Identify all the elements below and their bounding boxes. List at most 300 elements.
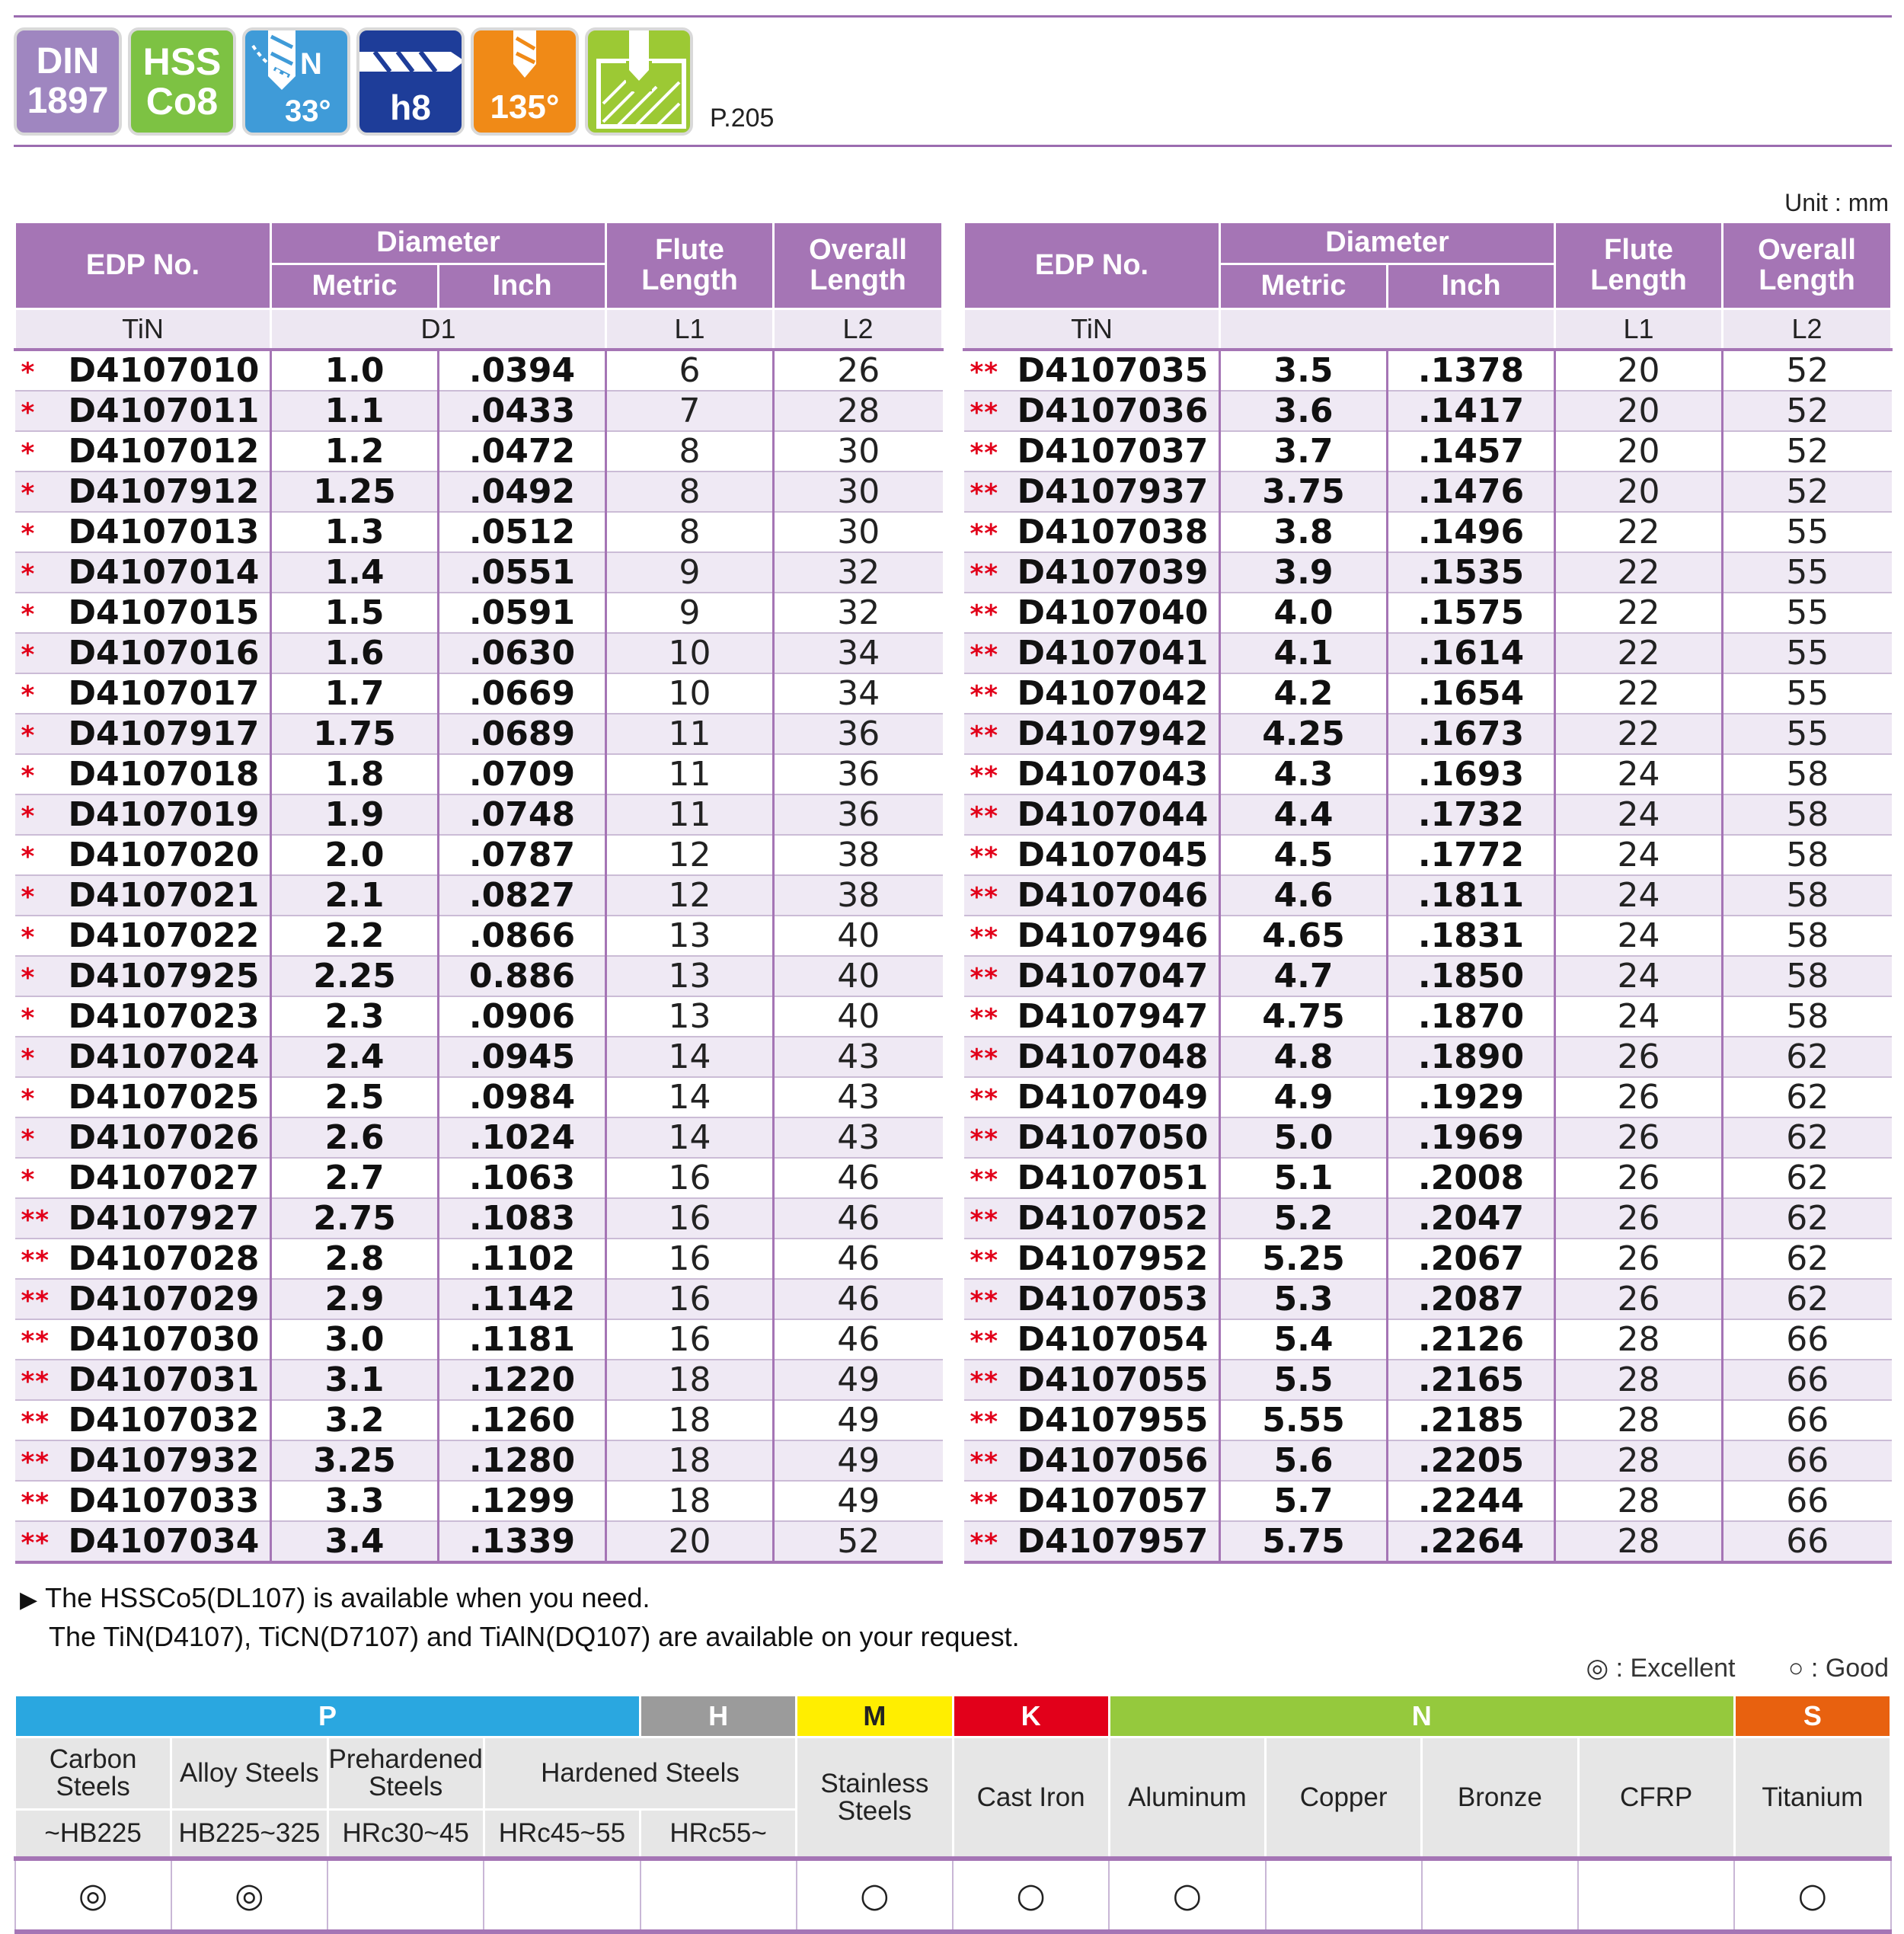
table-row bbox=[15, 552, 943, 593]
inch-cell: .2087 bbox=[1388, 1279, 1555, 1319]
overall-length-cell: 58 bbox=[1723, 794, 1892, 835]
inch-cell: .2185 bbox=[1388, 1400, 1555, 1440]
inch-cell: .1890 bbox=[1388, 1037, 1555, 1077]
availability-mark: * bbox=[21, 721, 36, 751]
overall-length-cell: 28 bbox=[774, 391, 943, 431]
table-row bbox=[964, 916, 1892, 956]
table-row bbox=[964, 1077, 1892, 1117]
availability-mark: * bbox=[21, 1165, 36, 1195]
metric-cell: 4.65 bbox=[1220, 916, 1388, 956]
edp-cell bbox=[964, 512, 1220, 552]
notes bbox=[20, 1580, 1020, 1655]
edp-number: D4107015 bbox=[68, 593, 260, 632]
metric-cell: 1.1 bbox=[271, 391, 439, 431]
table-row bbox=[15, 593, 943, 633]
metric-cell: 1.0 bbox=[271, 350, 439, 391]
table-row bbox=[964, 754, 1892, 794]
flute-length-cell: 28 bbox=[1555, 1400, 1723, 1440]
table-row bbox=[15, 1400, 943, 1440]
edp-cell bbox=[964, 1400, 1220, 1440]
edp-cell bbox=[964, 754, 1220, 794]
rating-carbon: ◎ bbox=[15, 1859, 171, 1932]
edp-number: D4107016 bbox=[68, 634, 260, 673]
col-inch: Inch bbox=[439, 264, 606, 309]
availability-mark: * bbox=[21, 882, 36, 913]
overall-length-cell: 62 bbox=[1723, 1077, 1892, 1117]
table-row bbox=[15, 835, 943, 875]
inch-cell: .1102 bbox=[439, 1239, 606, 1279]
edp-number: D4107937 bbox=[1017, 472, 1209, 511]
l1-label: L1 bbox=[606, 309, 774, 350]
group-k: K bbox=[953, 1696, 1109, 1737]
edp-cell bbox=[15, 1319, 271, 1360]
availability-mark: ** bbox=[970, 1488, 999, 1518]
edp-cell bbox=[964, 472, 1220, 512]
availability-mark: ** bbox=[21, 1407, 50, 1437]
flute-length-cell: 16 bbox=[606, 1279, 774, 1319]
edp-number: D4107037 bbox=[1017, 432, 1209, 471]
overall-length-cell: 34 bbox=[774, 633, 943, 673]
availability-mark: * bbox=[21, 801, 36, 832]
mat-hardened: Hardened Steels bbox=[484, 1737, 797, 1810]
table-row bbox=[15, 1117, 943, 1158]
flute-length-cell: 7 bbox=[606, 391, 774, 431]
availability-mark: ** bbox=[970, 1407, 999, 1437]
flute-length-cell: 24 bbox=[1555, 916, 1723, 956]
availability-mark: ** bbox=[970, 680, 999, 711]
rating-hrc45-55 bbox=[484, 1859, 640, 1932]
edp-cell bbox=[964, 350, 1220, 391]
availability-mark: * bbox=[21, 438, 36, 468]
overall-length-cell: 46 bbox=[774, 1319, 943, 1360]
overall-length-cell: 52 bbox=[1723, 391, 1892, 431]
overall-length-cell: 62 bbox=[1723, 1239, 1892, 1279]
overall-length-cell: 49 bbox=[774, 1400, 943, 1440]
edp-cell bbox=[964, 593, 1220, 633]
availability-mark: * bbox=[21, 478, 36, 509]
inch-cell: 0.886 bbox=[439, 956, 606, 996]
flute-length-cell: 28 bbox=[1555, 1521, 1723, 1562]
overall-length-cell: 46 bbox=[774, 1279, 943, 1319]
edp-cell bbox=[15, 1360, 271, 1400]
group-s: S bbox=[1734, 1696, 1890, 1737]
inch-cell: .0472 bbox=[439, 431, 606, 472]
availability-mark: ** bbox=[970, 599, 999, 630]
metric-cell: 2.8 bbox=[271, 1239, 439, 1279]
availability-mark: ** bbox=[21, 1447, 50, 1478]
table-row bbox=[964, 593, 1892, 633]
edp-cell bbox=[15, 875, 271, 916]
hard-alloy: HB225~325 bbox=[171, 1810, 327, 1859]
edp-number: D4107957 bbox=[1017, 1522, 1209, 1561]
availability-mark: ** bbox=[21, 1367, 50, 1397]
edp-cell bbox=[15, 673, 271, 714]
edp-number: D4107018 bbox=[68, 755, 260, 794]
edp-number: D4107927 bbox=[68, 1199, 260, 1238]
metric-cell: 3.9 bbox=[1220, 552, 1388, 593]
metric-cell: 1.6 bbox=[271, 633, 439, 673]
inch-cell: .1339 bbox=[439, 1521, 606, 1562]
flute-length-cell: 14 bbox=[606, 1037, 774, 1077]
metric-cell: 2.6 bbox=[271, 1117, 439, 1158]
metric-cell: 2.3 bbox=[271, 996, 439, 1037]
metric-cell: 1.8 bbox=[271, 754, 439, 794]
edp-number: D4107014 bbox=[68, 553, 260, 592]
flute-length-cell: 8 bbox=[606, 472, 774, 512]
table-row bbox=[964, 996, 1892, 1037]
metric-cell: 2.0 bbox=[271, 835, 439, 875]
table-row bbox=[15, 512, 943, 552]
edp-number: D4107019 bbox=[68, 795, 260, 834]
edp-cell bbox=[964, 1077, 1220, 1117]
flute-length-cell: 18 bbox=[606, 1440, 774, 1481]
edp-cell bbox=[15, 472, 271, 512]
din-1897-badge: DIN 1897 bbox=[14, 27, 122, 136]
edp-number: D4107028 bbox=[68, 1239, 260, 1278]
edp-cell bbox=[964, 1117, 1220, 1158]
metric-cell: 4.4 bbox=[1220, 794, 1388, 835]
overall-length-cell: 66 bbox=[1723, 1360, 1892, 1400]
inch-cell: .1280 bbox=[439, 1440, 606, 1481]
rating-cast-iron: ○ bbox=[953, 1859, 1109, 1932]
edp-cell bbox=[15, 1521, 271, 1562]
tolerance-h8-icon: h8 bbox=[356, 27, 465, 136]
overall-length-cell: 49 bbox=[774, 1440, 943, 1481]
availability-mark: * bbox=[21, 398, 36, 428]
edp-cell bbox=[15, 835, 271, 875]
flute-length-cell: 18 bbox=[606, 1400, 774, 1440]
edp-number: D4107912 bbox=[68, 472, 260, 511]
availability-mark: ** bbox=[970, 398, 999, 428]
overall-length-cell: 55 bbox=[1723, 714, 1892, 754]
edp-cell bbox=[964, 875, 1220, 916]
inch-cell: .1220 bbox=[439, 1360, 606, 1400]
note-2: The TiN(D4107), TiCN(D7107) and TiAlN(DQ107) are available on your request. bbox=[49, 1621, 1020, 1652]
edp-number: D4107031 bbox=[68, 1360, 260, 1399]
overall-length-cell: 43 bbox=[774, 1117, 943, 1158]
availability-mark: ** bbox=[970, 842, 999, 872]
edp-number: D4107043 bbox=[1017, 755, 1209, 794]
inch-cell: .0787 bbox=[439, 835, 606, 875]
edp-cell bbox=[15, 1037, 271, 1077]
table-row bbox=[964, 714, 1892, 754]
table-row bbox=[15, 754, 943, 794]
availability-mark: * bbox=[21, 1124, 36, 1155]
edp-cell bbox=[964, 391, 1220, 431]
table-row bbox=[964, 512, 1892, 552]
flute-length-cell: 24 bbox=[1555, 875, 1723, 916]
inch-cell: .1024 bbox=[439, 1117, 606, 1158]
flute-length-cell: 28 bbox=[1555, 1360, 1723, 1400]
metric-cell: 2.2 bbox=[271, 916, 439, 956]
edp-number: D4107952 bbox=[1017, 1239, 1209, 1278]
availability-mark: ** bbox=[21, 1488, 50, 1518]
flute-length-cell: 12 bbox=[606, 835, 774, 875]
cutting-workpiece-icon bbox=[588, 30, 693, 136]
flute-length-cell: 16 bbox=[606, 1158, 774, 1198]
overall-length-cell: 55 bbox=[1723, 673, 1892, 714]
availability-mark: ** bbox=[970, 922, 999, 953]
metric-cell: 3.3 bbox=[271, 1481, 439, 1521]
metric-cell: 1.25 bbox=[271, 472, 439, 512]
metric-cell: 3.6 bbox=[1220, 391, 1388, 431]
metric-cell: 2.7 bbox=[271, 1158, 439, 1198]
l2-label: L2 bbox=[1723, 309, 1892, 350]
table-row bbox=[15, 1319, 943, 1360]
edp-number: D4107955 bbox=[1017, 1401, 1209, 1440]
inch-cell: .0827 bbox=[439, 875, 606, 916]
edp-number: D4107045 bbox=[1017, 836, 1209, 874]
table-row bbox=[15, 956, 943, 996]
edp-number: D4107942 bbox=[1017, 714, 1209, 753]
col-edp: EDP No. bbox=[964, 222, 1220, 309]
inch-cell: .2047 bbox=[1388, 1198, 1555, 1239]
flute-length-cell: 22 bbox=[1555, 552, 1723, 593]
flute-length-cell: 20 bbox=[1555, 350, 1723, 391]
edp-cell bbox=[15, 1077, 271, 1117]
inch-cell: .2244 bbox=[1388, 1481, 1555, 1521]
metric-cell: 5.25 bbox=[1220, 1239, 1388, 1279]
overall-length-cell: 52 bbox=[1723, 350, 1892, 391]
metric-cell: 4.25 bbox=[1220, 714, 1388, 754]
edp-cell bbox=[15, 1481, 271, 1521]
overall-length-cell: 66 bbox=[1723, 1521, 1892, 1562]
flute-length-cell: 26 bbox=[1555, 1117, 1723, 1158]
edp-number: D4107023 bbox=[68, 997, 260, 1036]
metric-cell: 1.75 bbox=[271, 714, 439, 754]
edp-cell bbox=[964, 1521, 1220, 1562]
availability-mark: ** bbox=[970, 438, 999, 468]
availability-mark: ** bbox=[970, 519, 999, 549]
availability-mark: ** bbox=[21, 1326, 50, 1357]
size-table-right bbox=[963, 221, 1893, 1564]
availability-mark: ** bbox=[21, 1245, 50, 1276]
inch-cell: .1260 bbox=[439, 1400, 606, 1440]
flute-length-cell: 13 bbox=[606, 916, 774, 956]
inch-cell: .1575 bbox=[1388, 593, 1555, 633]
inch-cell: .1299 bbox=[439, 1481, 606, 1521]
flute-length-cell: 6 bbox=[606, 350, 774, 391]
table-row bbox=[15, 1077, 943, 1117]
edp-cell bbox=[15, 956, 271, 996]
coating-label: TiN bbox=[964, 309, 1220, 350]
availability-mark: ** bbox=[970, 1286, 999, 1316]
overall-length-cell: 49 bbox=[774, 1360, 943, 1400]
edp-cell bbox=[15, 1198, 271, 1239]
metric-cell: 3.4 bbox=[271, 1521, 439, 1562]
metric-cell: 3.2 bbox=[271, 1400, 439, 1440]
overall-length-cell: 62 bbox=[1723, 1279, 1892, 1319]
edp-number: D4107011 bbox=[68, 392, 260, 430]
edp-number: D4107055 bbox=[1017, 1360, 1209, 1399]
edp-cell bbox=[15, 996, 271, 1037]
inch-cell: .1654 bbox=[1388, 673, 1555, 714]
overall-length-cell: 52 bbox=[1723, 472, 1892, 512]
overall-length-cell: 58 bbox=[1723, 835, 1892, 875]
flute-length-cell: 8 bbox=[606, 431, 774, 472]
table-row bbox=[964, 633, 1892, 673]
edp-cell bbox=[964, 673, 1220, 714]
table-row bbox=[964, 956, 1892, 996]
edp-number: D4107012 bbox=[68, 432, 260, 471]
inch-cell: .1811 bbox=[1388, 875, 1555, 916]
flute-length-cell: 26 bbox=[1555, 1077, 1723, 1117]
metric-cell: 1.7 bbox=[271, 673, 439, 714]
flute-length-cell: 13 bbox=[606, 956, 774, 996]
edp-cell bbox=[964, 956, 1220, 996]
edp-number: D4107925 bbox=[68, 957, 260, 996]
edp-cell bbox=[964, 1481, 1220, 1521]
availability-mark: ** bbox=[970, 1084, 999, 1114]
edp-number: D4107030 bbox=[68, 1320, 260, 1359]
table-row bbox=[15, 916, 943, 956]
metric-cell: 4.5 bbox=[1220, 835, 1388, 875]
metric-cell: 5.6 bbox=[1220, 1440, 1388, 1481]
overall-length-cell: 62 bbox=[1723, 1198, 1892, 1239]
inch-cell: .1063 bbox=[439, 1158, 606, 1198]
edp-cell bbox=[15, 593, 271, 633]
metric-cell: 3.1 bbox=[271, 1360, 439, 1400]
metric-cell: 4.7 bbox=[1220, 956, 1388, 996]
mat-aluminum: Aluminum bbox=[1109, 1737, 1265, 1859]
flute-length-cell: 11 bbox=[606, 794, 774, 835]
inch-cell: .0669 bbox=[439, 673, 606, 714]
availability-mark: ** bbox=[970, 1326, 999, 1357]
edp-number: D4107044 bbox=[1017, 795, 1209, 834]
edp-cell bbox=[964, 1239, 1220, 1279]
l1-label: L1 bbox=[1555, 309, 1723, 350]
metric-cell: 3.8 bbox=[1220, 512, 1388, 552]
availability-mark: ** bbox=[970, 1528, 999, 1558]
mat-carbon: Carbon Steels bbox=[15, 1737, 171, 1810]
flute-length-cell: 16 bbox=[606, 1319, 774, 1360]
edp-number: D4107022 bbox=[68, 916, 260, 955]
metric-cell: 2.25 bbox=[271, 956, 439, 996]
inch-cell: .1614 bbox=[1388, 633, 1555, 673]
edp-number: D4107932 bbox=[68, 1441, 260, 1480]
edp-number: D4107041 bbox=[1017, 634, 1209, 673]
availability-mark: ** bbox=[970, 1124, 999, 1155]
edp-cell bbox=[15, 1440, 271, 1481]
metric-cell: 2.4 bbox=[271, 1037, 439, 1077]
edp-number: D4107033 bbox=[68, 1482, 260, 1520]
flute-length-cell: 13 bbox=[606, 996, 774, 1037]
availability-mark: ** bbox=[21, 1286, 50, 1316]
edp-cell bbox=[964, 996, 1220, 1037]
edp-cell bbox=[15, 512, 271, 552]
overall-length-cell: 43 bbox=[774, 1077, 943, 1117]
flute-length-cell: 24 bbox=[1555, 754, 1723, 794]
col-flute-length: Flute Length bbox=[1555, 222, 1723, 309]
flute-length-cell: 26 bbox=[1555, 1037, 1723, 1077]
table-row bbox=[964, 1521, 1892, 1562]
table-row bbox=[964, 1037, 1892, 1077]
table-row bbox=[964, 1360, 1892, 1400]
table-row bbox=[964, 835, 1892, 875]
rating-prehardened bbox=[327, 1859, 484, 1932]
flute-length-cell: 26 bbox=[1555, 1279, 1723, 1319]
inch-cell: .1831 bbox=[1388, 916, 1555, 956]
flute-length-cell: 18 bbox=[606, 1481, 774, 1521]
material-table bbox=[14, 1694, 1892, 1934]
availability-mark: * bbox=[21, 1044, 36, 1074]
col-metric: Metric bbox=[1220, 264, 1388, 309]
metric-cell: 3.7 bbox=[1220, 431, 1388, 472]
table-row bbox=[15, 673, 943, 714]
header-top-rule bbox=[14, 15, 1892, 18]
table-row bbox=[15, 472, 943, 512]
overall-length-cell: 66 bbox=[1723, 1319, 1892, 1360]
table-row bbox=[964, 472, 1892, 512]
inch-cell: .1476 bbox=[1388, 472, 1555, 512]
table-row bbox=[15, 996, 943, 1037]
edp-cell bbox=[964, 552, 1220, 593]
overall-length-cell: 30 bbox=[774, 431, 943, 472]
mat-cast-iron: Cast Iron bbox=[953, 1737, 1109, 1859]
table-row bbox=[964, 673, 1892, 714]
inch-cell: .2126 bbox=[1388, 1319, 1555, 1360]
inch-cell: .0394 bbox=[439, 350, 606, 391]
table-row bbox=[964, 552, 1892, 593]
inch-cell: .0866 bbox=[439, 916, 606, 956]
edp-number: D4107021 bbox=[68, 876, 260, 915]
edp-number: D4107013 bbox=[68, 513, 260, 551]
availability-mark: ** bbox=[970, 357, 999, 388]
flute-length-cell: 24 bbox=[1555, 956, 1723, 996]
table-row bbox=[964, 1481, 1892, 1521]
edp-cell bbox=[15, 794, 271, 835]
flute-length-cell: 24 bbox=[1555, 996, 1723, 1037]
mat-bronze: Bronze bbox=[1422, 1737, 1578, 1859]
availability-mark: ** bbox=[970, 1003, 999, 1034]
overall-length-cell: 36 bbox=[774, 794, 943, 835]
table-row bbox=[964, 794, 1892, 835]
group-n: N bbox=[1109, 1696, 1734, 1737]
overall-length-cell: 30 bbox=[774, 512, 943, 552]
table-row bbox=[15, 875, 943, 916]
col-diameter: Diameter bbox=[271, 222, 606, 264]
table-row bbox=[964, 1319, 1892, 1360]
table-row bbox=[15, 714, 943, 754]
flute-length-cell: 11 bbox=[606, 754, 774, 794]
inch-cell: .1181 bbox=[439, 1319, 606, 1360]
availability-mark: * bbox=[21, 357, 36, 388]
col-inch: Inch bbox=[1388, 264, 1555, 309]
edp-cell bbox=[15, 350, 271, 391]
flute-length-cell: 28 bbox=[1555, 1319, 1723, 1360]
metric-cell: 4.9 bbox=[1220, 1077, 1388, 1117]
inch-cell: .0748 bbox=[439, 794, 606, 835]
metric-cell: 4.6 bbox=[1220, 875, 1388, 916]
hard-hrc45-55: HRc45~55 bbox=[484, 1810, 640, 1859]
inch-cell: .2205 bbox=[1388, 1440, 1555, 1481]
overall-length-cell: 46 bbox=[774, 1239, 943, 1279]
l2-label: L2 bbox=[774, 309, 943, 350]
metric-cell: 5.4 bbox=[1220, 1319, 1388, 1360]
inch-cell: .1929 bbox=[1388, 1077, 1555, 1117]
metric-cell: 4.3 bbox=[1220, 754, 1388, 794]
flute-length-cell: 28 bbox=[1555, 1440, 1723, 1481]
edp-cell bbox=[964, 1279, 1220, 1319]
availability-mark: ** bbox=[970, 761, 999, 791]
table-row bbox=[964, 1117, 1892, 1158]
rating-stainless: ○ bbox=[797, 1859, 953, 1932]
edp-cell bbox=[15, 714, 271, 754]
edp-cell bbox=[15, 1117, 271, 1158]
flute-length-cell: 9 bbox=[606, 552, 774, 593]
table-row bbox=[15, 1239, 943, 1279]
table-row bbox=[964, 391, 1892, 431]
